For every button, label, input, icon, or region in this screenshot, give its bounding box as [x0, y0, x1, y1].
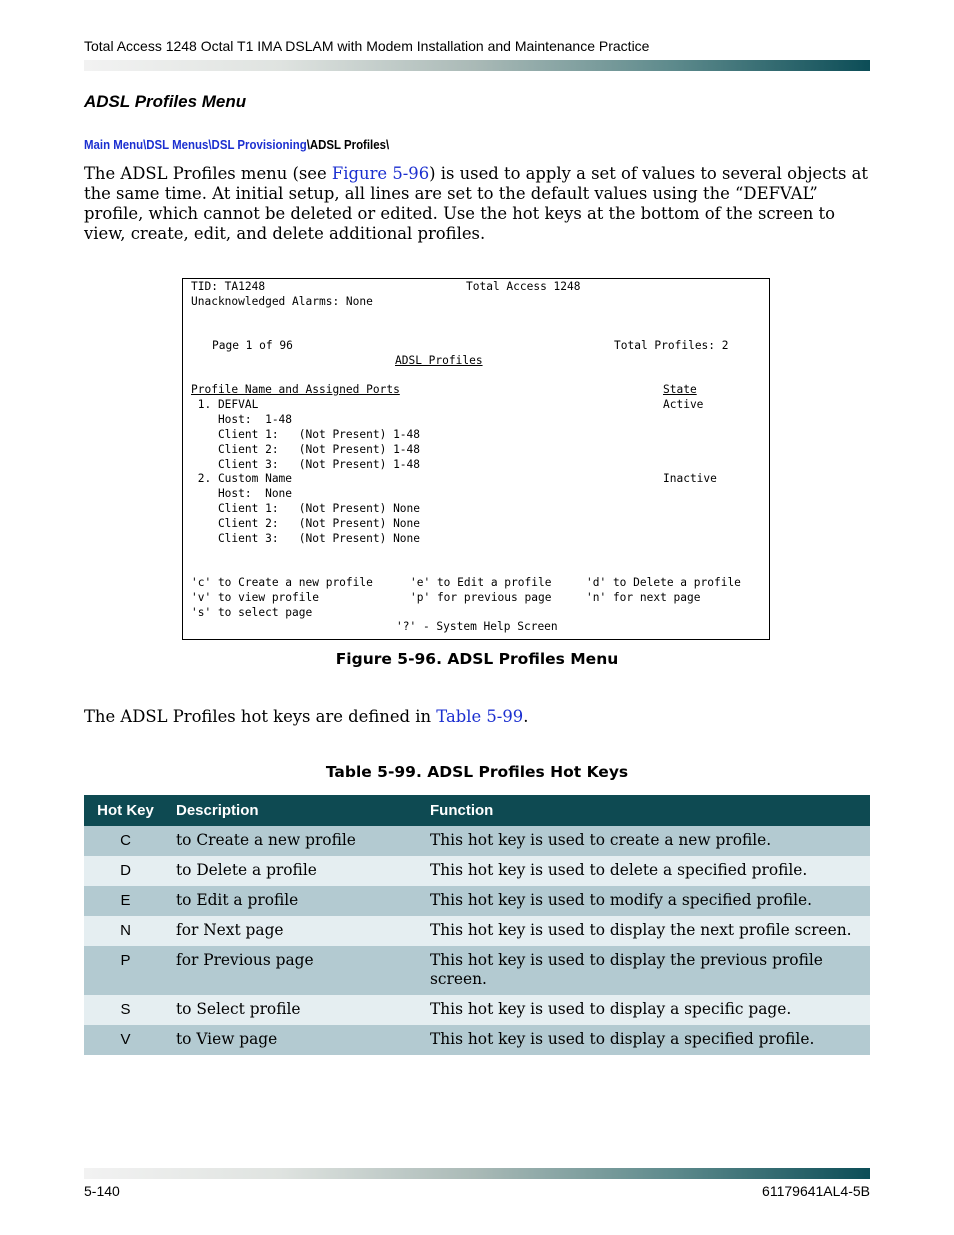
- hot-key-cell: E: [84, 886, 167, 916]
- column-header-hot-key: Hot Key: [84, 795, 167, 826]
- table-row: [84, 826, 870, 856]
- column-header-description: Description: [167, 795, 421, 826]
- function-cell: This hot key is used to display a specified profile.: [421, 1025, 870, 1055]
- terminal-hotkey-next: 'n' for next page: [586, 591, 701, 604]
- terminal-alarms: Unacknowledged Alarms: None: [191, 295, 373, 308]
- terminal-profile-1-name: 1. DEFVAL: [191, 398, 259, 411]
- page-number: 5-140: [84, 1183, 120, 1199]
- terminal-profile-1-state: Active: [663, 398, 704, 411]
- intro-text-before: The ADSL Profiles menu (see: [84, 164, 332, 183]
- description-cell: to View page: [167, 1025, 421, 1055]
- terminal-help-hint: '?' - System Help Screen: [396, 620, 558, 633]
- terminal-profile-2-name: 2. Custom Name: [191, 472, 293, 485]
- description-cell: for Next page: [167, 916, 421, 946]
- figure-reference-link[interactable]: Figure 5-96: [331, 164, 430, 183]
- intro-text-after: ) is used to apply a set of values to several objects at the same time. At initial setup, all lines are set to the default values using the “DEFVAL” profile, which cannot be deleted or edited. Use the hot keys at the bottom of the screen to view, create, edit, and delete additional profiles.: [84, 164, 868, 243]
- function-cell: This hot key is used to display the next profile screen.: [421, 916, 870, 946]
- terminal-profile-1-client-1: Client 1: (Not Present) 1-48: [191, 428, 421, 441]
- terminal-hotkey-view: 'v' to view profile: [191, 591, 319, 604]
- terminal-screen-title: ADSL Profiles: [395, 354, 483, 367]
- breadcrumb: [84, 137, 389, 152]
- function-cell: This hot key is used to modify a specified profile.: [421, 886, 870, 916]
- breadcrumb-current: \ADSL Profiles\: [306, 137, 390, 152]
- function-cell: This hot key is used to delete a specified profile.: [421, 856, 870, 886]
- terminal-total-profiles: Total Profiles: 2: [614, 339, 729, 352]
- hotkeys-intro-before: The ADSL Profiles hot keys are defined in: [84, 707, 437, 726]
- description-cell: to Select profile: [167, 995, 421, 1025]
- footer-rule: [84, 1168, 870, 1179]
- intro-paragraph: [84, 164, 870, 244]
- hot-key-cell: C: [84, 826, 167, 856]
- terminal-hotkey-delete: 'd' to Delete a profile: [586, 576, 741, 589]
- terminal-hotkey-select: 's' to select page: [191, 606, 313, 619]
- terminal-tid: TID: TA1248: [191, 280, 266, 293]
- table-row: [84, 916, 870, 946]
- breadcrumb-link-dsl-provisioning[interactable]: DSL Provisioning: [211, 137, 307, 152]
- table-row: [84, 886, 870, 916]
- terminal-profile-2-state: Inactive: [663, 472, 717, 485]
- terminal-screenshot: [182, 278, 770, 640]
- figure-caption: Figure 5-96. ADSL Profiles Menu: [335, 650, 619, 668]
- terminal-hotkey-create: 'c' to Create a new profile: [191, 576, 373, 589]
- terminal-profile-2-client-3: Client 3: (Not Present) None: [191, 532, 421, 545]
- description-cell: to Edit a profile: [167, 886, 421, 916]
- hot-key-cell: D: [84, 856, 167, 886]
- hot-key-cell: P: [84, 946, 167, 995]
- description-cell: for Previous page: [167, 946, 421, 995]
- terminal-profile-2-host: Host: None: [191, 487, 293, 500]
- terminal-hotkey-edit: 'e' to Edit a profile: [410, 576, 552, 589]
- table-reference-link[interactable]: Table 5-99: [436, 707, 524, 726]
- terminal-column-state: State: [663, 383, 697, 396]
- function-cell: This hot key is used to display a specific page.: [421, 995, 870, 1025]
- terminal-profile-1-host: Host: 1-48: [191, 413, 293, 426]
- terminal-page-indicator: Page 1 of 96: [212, 339, 293, 352]
- table-header-row: [84, 795, 870, 826]
- terminal-hotkey-previous: 'p' for previous page: [410, 591, 552, 604]
- column-header-function: Function: [421, 795, 870, 826]
- table-row: [84, 946, 870, 995]
- hot-key-cell: N: [84, 916, 167, 946]
- table-row: [84, 856, 870, 886]
- terminal-column-profile-name: Profile Name and Assigned Ports: [191, 383, 400, 396]
- hot-key-cell: V: [84, 1025, 167, 1055]
- header-rule: [84, 60, 870, 71]
- function-cell: This hot key is used to create a new profile.: [421, 826, 870, 856]
- table-caption: Table 5-99. ADSL Profiles Hot Keys: [325, 763, 629, 781]
- terminal-profile-1-client-2: Client 2: (Not Present) 1-48: [191, 443, 421, 456]
- terminal-profile-2-client-2: Client 2: (Not Present) None: [191, 517, 421, 530]
- terminal-profile-2-client-1: Client 1: (Not Present) None: [191, 502, 421, 515]
- breadcrumb-link-main-menu[interactable]: Main Menu\: [84, 137, 147, 152]
- table-row: [84, 995, 870, 1025]
- terminal-system-name: Total Access 1248: [466, 280, 581, 293]
- hotkeys-intro-paragraph: [84, 707, 870, 727]
- document-header-title: Total Access 1248 Octal T1 IMA DSLAM with Modem Installation and Maintenance Practice: [84, 38, 650, 54]
- table-row: [84, 1025, 870, 1055]
- terminal-profile-1-client-3: Client 3: (Not Present) 1-48: [191, 458, 421, 471]
- hotkeys-table: [84, 795, 870, 1055]
- function-cell: This hot key is used to display the previous profile screen.: [421, 946, 870, 995]
- section-title: ADSL Profiles Menu: [84, 92, 247, 111]
- description-cell: to Create a new profile: [167, 826, 421, 856]
- breadcrumb-link-dsl-menus[interactable]: DSL Menus\: [146, 137, 212, 152]
- description-cell: to Delete a profile: [167, 856, 421, 886]
- document-number: 61179641AL4-5B: [762, 1183, 870, 1199]
- hot-key-cell: S: [84, 995, 167, 1025]
- hotkeys-intro-after: .: [523, 707, 529, 726]
